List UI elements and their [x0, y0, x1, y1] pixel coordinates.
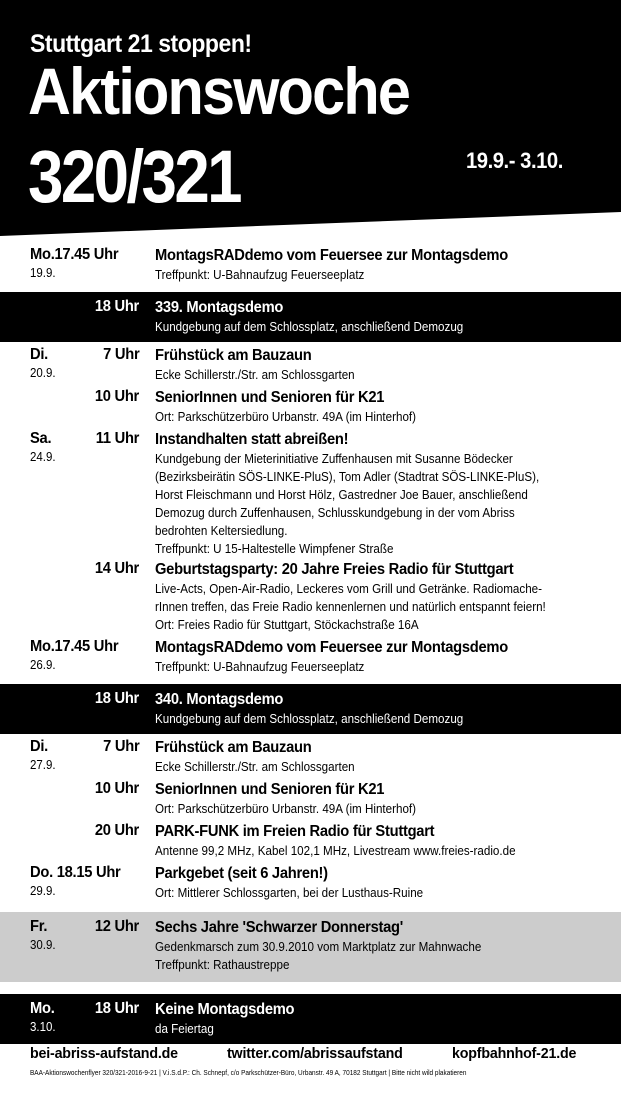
event-7: [0, 638, 621, 676]
event-description-line: Kundgebung der Mieterinitiative Zuffenhausen mit Susanne Bödecker: [155, 452, 513, 466]
event-description-line: Kundgebung auf dem Schlossplatz, anschließend Demozug: [155, 712, 464, 726]
event-description: [155, 1020, 604, 1038]
event-schedule: [0, 246, 621, 1044]
event-3: [0, 346, 621, 384]
event-title: Keine Montagsdemo: [155, 1001, 295, 1018]
event-description: [155, 408, 604, 426]
event-date: 24.9.: [30, 450, 56, 464]
event-time: 7 Uhr: [102, 346, 139, 363]
event-content: [155, 560, 605, 634]
event-description: [155, 884, 604, 902]
event-date: 26.9.: [30, 658, 56, 672]
event-content: [155, 638, 605, 676]
event-description-line: Ort: Parkschützerbüro Urbanstr. 49A (im Hinterhof): [155, 802, 417, 816]
event-description: [155, 450, 604, 558]
event-time: 18 Uhr: [94, 1000, 139, 1017]
event-description: [155, 318, 604, 336]
footer-link-abriss[interactable]: bei-abriss-aufstand.de: [30, 1045, 178, 1062]
header-subtitle: Stuttgart 21 stoppen!: [30, 30, 252, 58]
event-day: Sa.: [30, 430, 52, 447]
event-description-line: Treffpunkt: U 15-Haltestelle Wimpfener Straße: [155, 542, 394, 556]
event-day: Di.: [30, 346, 48, 363]
imprint: BAA-Aktionswochenflyer 320/321-2016-9-21 | V.i.S.d.P.: Ch. Schnepf, c/o Parkschützer-Büro, Urbanstr. 49 A, 70182 Stuttgart | Bitte nicht wild plakatieren: [30, 1068, 467, 1077]
footer-link-k21[interactable]: kopfbahnhof-21.de: [452, 1045, 577, 1062]
event-time: 18 Uhr: [94, 690, 139, 707]
event-description-line: Gedenkmarsch zum 30.9.2010 vom Marktplatz zur Mahnwache: [155, 940, 482, 954]
event-14: [0, 994, 621, 1044]
event-time: 12 Uhr: [94, 918, 139, 935]
event-date: 29.9.: [30, 884, 56, 898]
event-description: [155, 758, 604, 776]
event-description-line: Ort: Parkschützerbüro Urbanstr. 49A (im Hinterhof): [155, 410, 417, 424]
event-description-line: Demozug durch Zuffenhausen, Schlusskundgebung in der vom Abriss: [155, 506, 515, 520]
event-1: [0, 246, 621, 284]
event-title: PARK-FUNK im Freien Radio für Stuttgart: [155, 823, 435, 840]
event-description: [155, 658, 604, 676]
event-10: [0, 780, 621, 818]
event-4: [0, 388, 621, 426]
event-title: 340. Montagsdemo: [155, 691, 284, 708]
event-day: Mo.17.45 Uhr: [30, 638, 119, 655]
event-time: 10 Uhr: [94, 780, 139, 797]
event-description: [155, 800, 604, 818]
event-8: [0, 684, 621, 734]
event-title: 339. Montagsdemo: [155, 299, 284, 316]
event-content: [155, 918, 605, 974]
event-title: SeniorInnen und Senioren für K21: [155, 781, 385, 798]
event-title: Geburtstagsparty: 20 Jahre Freies Radio für Stuttgart: [155, 561, 514, 578]
event-description-line: Treffpunkt: U-Bahnaufzug Feuerseeplatz: [155, 268, 365, 282]
event-title: MontagsRADdemo vom Feuersee zur Montagsdemo: [155, 247, 508, 264]
event-6: [0, 560, 621, 634]
event-date: 19.9.: [30, 266, 56, 280]
event-description-line: Live-Acts, Open-Air-Radio, Leckeres vom Grill und Getränke. Radiomache-: [155, 582, 543, 596]
event-time: 20 Uhr: [94, 822, 139, 839]
event-content: [155, 822, 605, 860]
event-title: Parkgebet (seit 6 Jahren!): [155, 865, 328, 882]
event-12: [0, 864, 621, 902]
event-description-line: Ecke Schillerstr./Str. am Schlossgarten: [155, 760, 355, 774]
event-date: 3.10.: [30, 1020, 56, 1034]
event-date: 27.9.: [30, 758, 56, 772]
flyer-header: [0, 0, 621, 240]
event-date: 20.9.: [30, 366, 56, 380]
event-date: 30.9.: [30, 938, 56, 952]
event-description-line: bedrohten Keltersiedlung.: [155, 524, 288, 538]
header-title: Aktionswoche: [28, 54, 410, 128]
event-title: Frühstück am Bauzaun: [155, 739, 312, 756]
event-content: [155, 690, 605, 728]
event-description: [155, 710, 604, 728]
event-day: Mo.: [30, 1000, 55, 1017]
event-description-line: Ort: Freies Radio für Stuttgart, Stöckachstraße 16A: [155, 618, 419, 632]
event-description-line: Ecke Schillerstr./Str. am Schlossgarten: [155, 368, 355, 382]
event-description: [155, 366, 604, 384]
event-day: Do. 18.15 Uhr: [30, 864, 121, 881]
event-time: 11 Uhr: [95, 430, 139, 447]
event-content: [155, 864, 605, 902]
event-day: Di.: [30, 738, 48, 755]
event-time: 18 Uhr: [94, 298, 139, 315]
event-title: MontagsRADdemo vom Feuersee zur Montagsdemo: [155, 639, 508, 656]
event-content: [155, 1000, 605, 1038]
event-description-line: Ort: Mittlerer Schlossgarten, bei der Lusthaus-Ruine: [155, 886, 424, 900]
header-number: 320/321: [28, 135, 240, 218]
event-description-line: Kundgebung auf dem Schlossplatz, anschließend Demozug: [155, 320, 464, 334]
event-description-line: Treffpunkt: Rathaustreppe: [155, 958, 290, 972]
event-2: [0, 292, 621, 342]
event-content: [155, 388, 605, 426]
event-content: [155, 298, 605, 336]
event-content: [155, 738, 605, 776]
event-description-line: (Bezirksbeirätin SÖS-LINKE-PluS), Tom Adler (Stadtrat SÖS-LINKE-PluS),: [155, 470, 540, 484]
header-dates: 19.9.- 3.10.: [466, 148, 563, 173]
event-description-line: Antenne 99,2 MHz, Kabel 102,1 MHz, Livestream www.freies-radio.de: [155, 844, 516, 858]
footer-links: [0, 1045, 621, 1067]
event-13: [0, 912, 621, 982]
event-title: SeniorInnen und Senioren für K21: [155, 389, 385, 406]
event-5: [0, 430, 621, 558]
event-description: [155, 938, 604, 974]
event-time: 10 Uhr: [94, 388, 139, 405]
event-time: 14 Uhr: [94, 560, 139, 577]
event-description: [155, 842, 604, 860]
event-content: [155, 430, 605, 558]
event-11: [0, 822, 621, 860]
event-description: [155, 266, 604, 284]
event-day: Fr.: [30, 918, 48, 935]
event-day: Mo.17.45 Uhr: [30, 246, 119, 263]
event-description-line: Treffpunkt: U-Bahnaufzug Feuerseeplatz: [155, 660, 365, 674]
event-content: [155, 246, 605, 284]
event-title: Sechs Jahre 'Schwarzer Donnerstag': [155, 919, 403, 936]
event-description-line: Horst Fleischmann und Horst Hölz, Gastredner Joe Bauer, anschließend: [155, 488, 528, 502]
event-description: [155, 580, 604, 634]
event-time: 7 Uhr: [102, 738, 139, 755]
event-content: [155, 780, 605, 818]
event-content: [155, 346, 605, 384]
event-description-line: rInnen treffen, das Freie Radio kennenlernen und natürlich entspannt feiern!: [155, 600, 546, 614]
event-description-line: da Feiertag: [155, 1022, 214, 1036]
event-title: Instandhalten statt abreißen!: [155, 431, 349, 448]
event-9: [0, 738, 621, 776]
event-title: Frühstück am Bauzaun: [155, 347, 312, 364]
footer-link-twitter[interactable]: twitter.com/abrissaufstand: [227, 1045, 403, 1062]
